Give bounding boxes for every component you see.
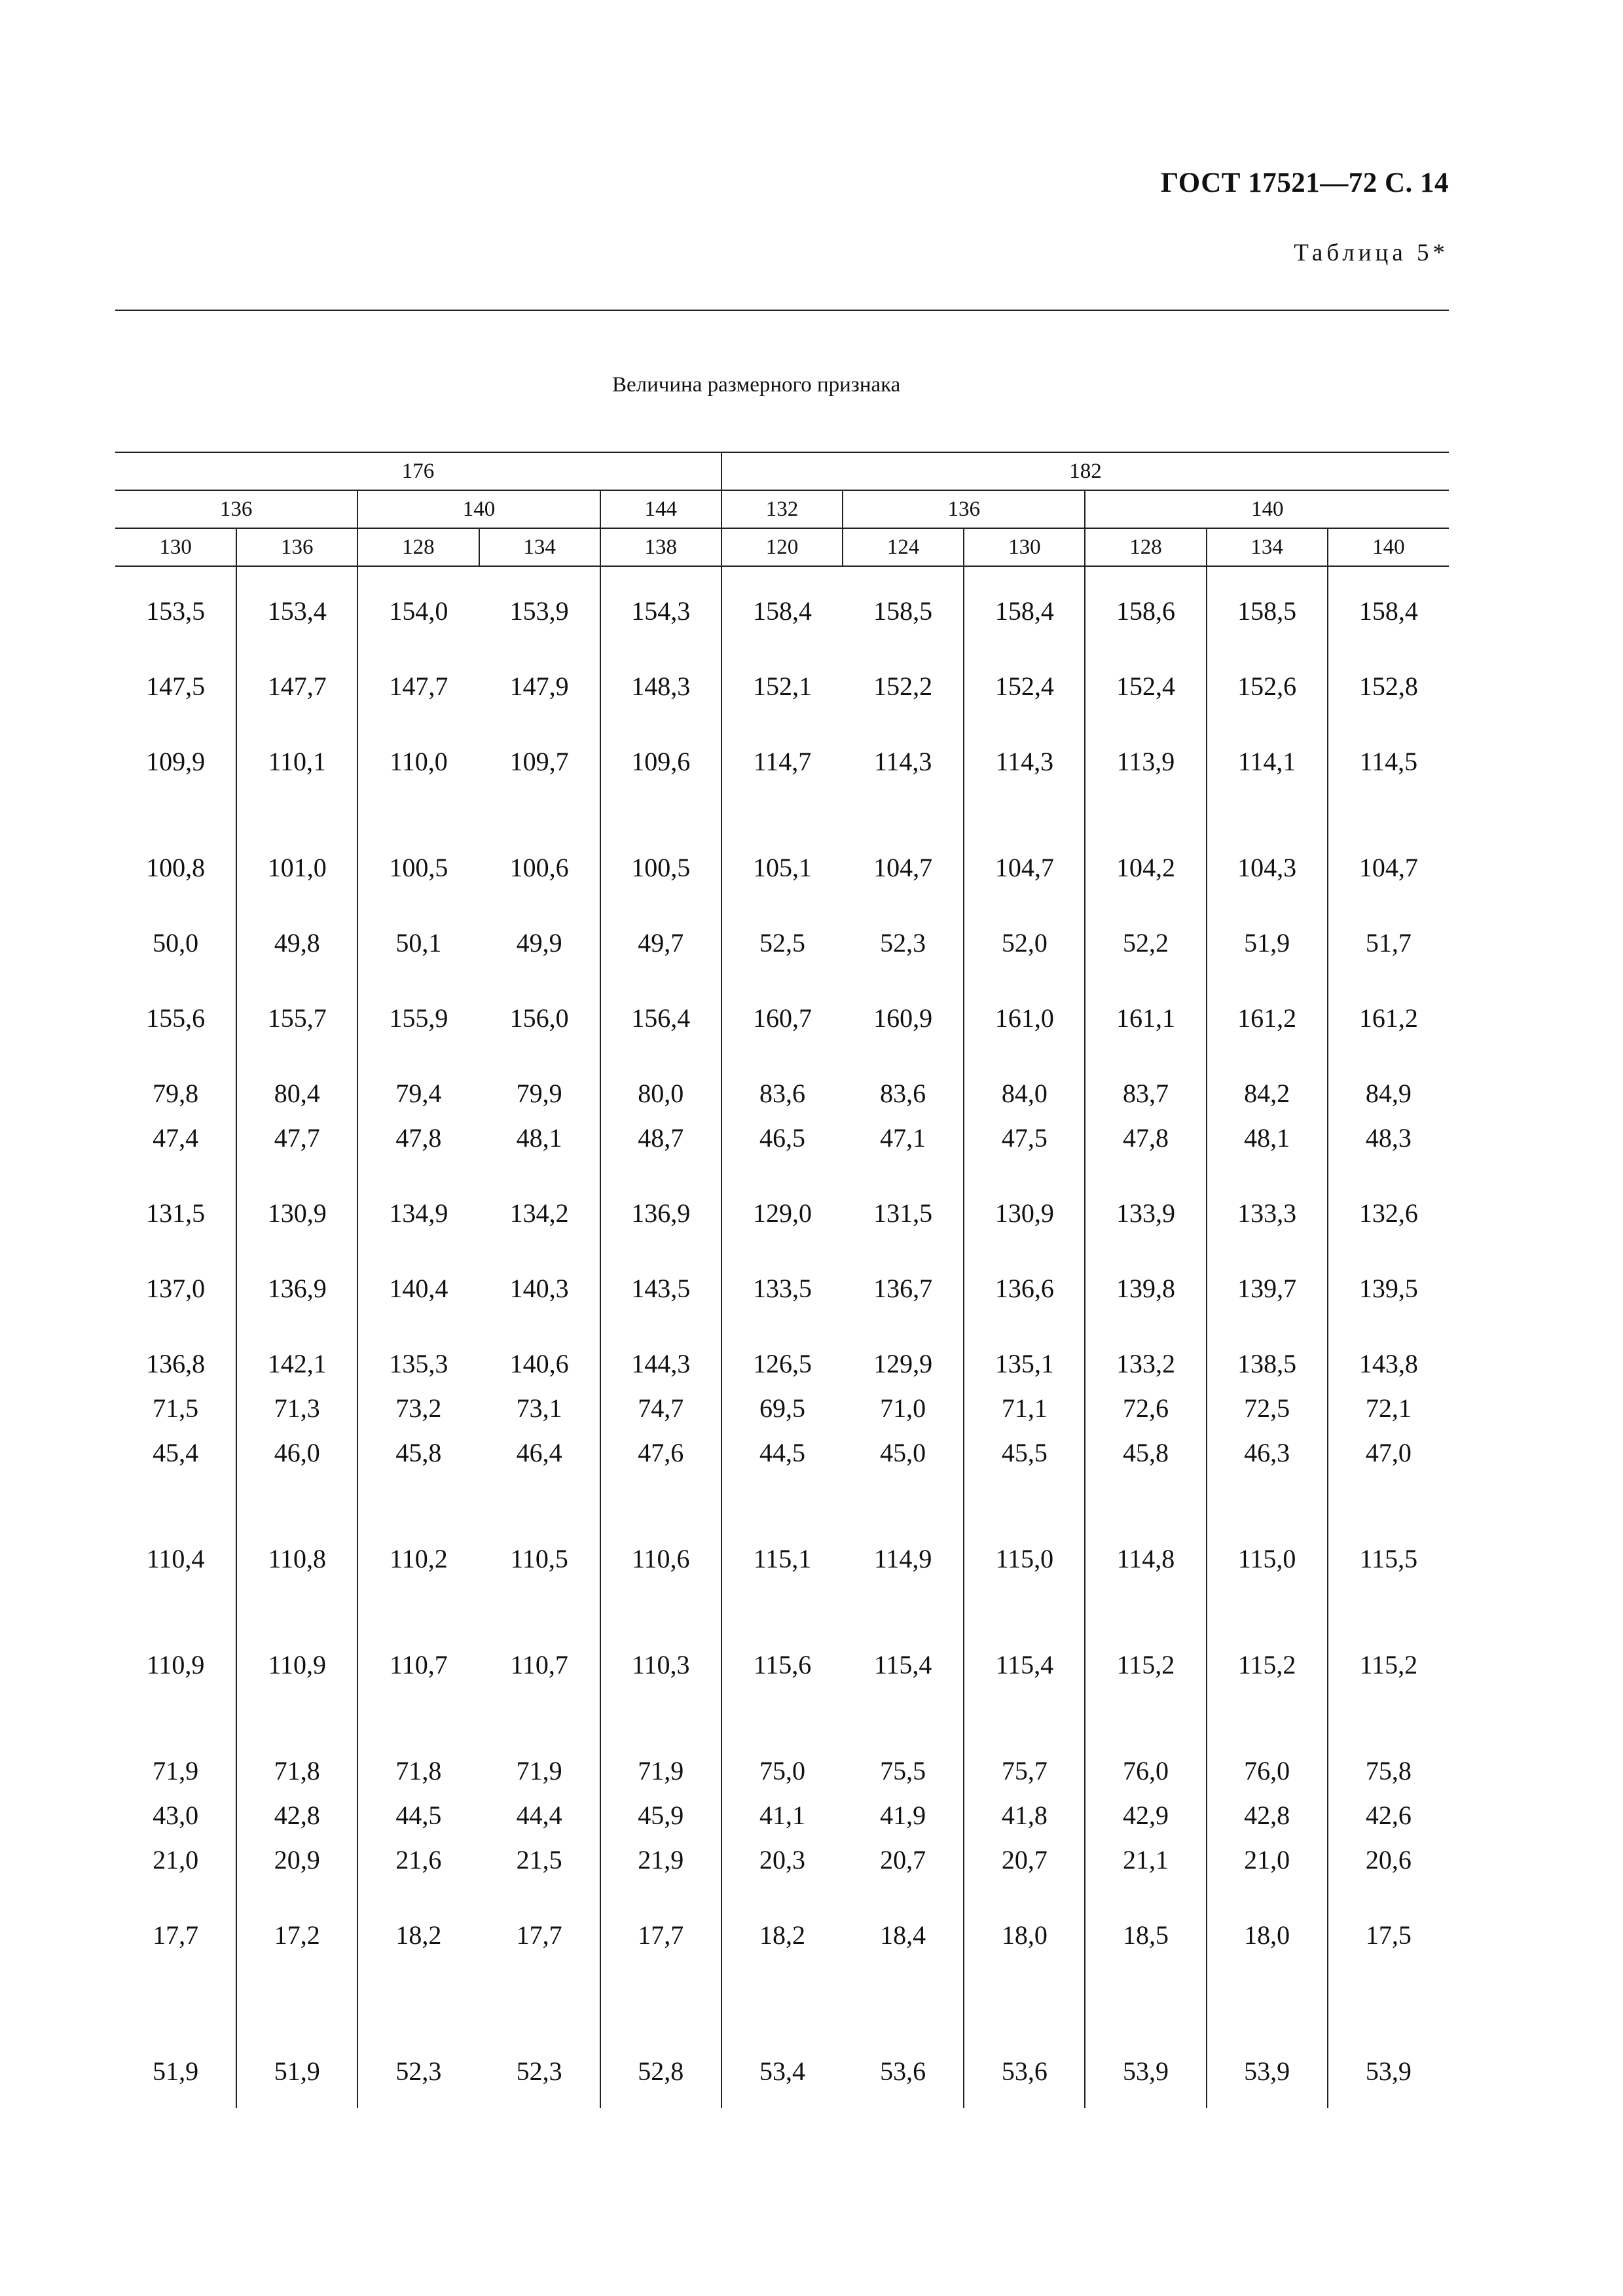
- table-cell: 18,2: [357, 1920, 479, 2056]
- table-cell: 104,3: [1207, 852, 1328, 927]
- table-cell: 21,5: [516, 1845, 562, 1874]
- table-cell: 84,2: [1207, 1078, 1328, 1122]
- table-cell: 48,1: [516, 1123, 562, 1153]
- table-row: [115, 1122, 1449, 1198]
- column-header-3: 130: [964, 528, 1085, 566]
- table-cell: 160,9: [873, 1003, 933, 1033]
- table-cell: 41,9: [880, 1801, 926, 1830]
- table-cell: 115,2: [1207, 1649, 1328, 1755]
- table-row: [115, 927, 1449, 1003]
- table-cell: 154,0: [357, 567, 479, 671]
- table-cell: 46,0: [236, 1437, 357, 1543]
- table-cell: 115,5: [1328, 1543, 1449, 1649]
- table-row: [115, 1755, 1449, 1800]
- table-cell: 115,0: [1207, 1543, 1328, 1649]
- table-cell: 109,9: [146, 747, 206, 776]
- table-cell: 129,0: [721, 1198, 843, 1273]
- table-cell: 136,9: [600, 1198, 721, 1273]
- data-table: [115, 452, 1449, 2108]
- table-cell: 133,9: [1085, 1198, 1206, 1273]
- column-header-2: 140: [357, 490, 600, 528]
- table-cell: 17,2: [236, 1920, 357, 2056]
- table-cell: 114,8: [1085, 1543, 1206, 1649]
- column-header-2: 136: [115, 490, 357, 528]
- table-cell: 153,5: [146, 596, 206, 626]
- table-cell: 18,4: [880, 1920, 926, 1950]
- table-cell: 20,6: [1328, 1844, 1449, 1920]
- table-cell: 135,3: [357, 1348, 479, 1393]
- table-cell: 115,4: [873, 1650, 932, 1679]
- table-cell: 42,8: [1207, 1800, 1328, 1844]
- table-cell: 155,7: [236, 1003, 357, 1078]
- table-cell: 45,8: [1085, 1437, 1206, 1543]
- table-cell: 49,8: [236, 927, 357, 1003]
- table-cell: 45,9: [600, 1800, 721, 1844]
- table-cell: 155,6: [146, 1003, 206, 1033]
- table-cell: 80,4: [236, 1078, 357, 1122]
- table-cell: 52,3: [516, 2056, 562, 2086]
- table-cell: 161,2: [1207, 1003, 1328, 1078]
- table-cell: 47,5: [964, 1122, 1085, 1198]
- table-cell: 47,8: [357, 1122, 479, 1198]
- table-cell: 158,4: [964, 567, 1085, 671]
- table-cell: 153,4: [236, 567, 357, 671]
- table-cell: 126,5: [721, 1348, 843, 1393]
- table-cell: 115,1: [721, 1543, 843, 1649]
- table-cell: 100,5: [600, 852, 721, 927]
- table-cell: 152,8: [1328, 671, 1449, 746]
- table-cell: 17,5: [1328, 1920, 1449, 2056]
- table-cell: 114,5: [1328, 746, 1449, 852]
- table-cell: 44,5: [721, 1437, 843, 1543]
- table-cell: 129,9: [873, 1349, 933, 1378]
- table-cell: 143,8: [1328, 1348, 1449, 1393]
- table-cell: 100,6: [509, 853, 569, 882]
- table-cell: 47,7: [236, 1122, 357, 1198]
- table-cell: 133,2: [1085, 1348, 1206, 1393]
- table-cell: 51,9: [236, 2056, 357, 2108]
- table-cell: 47,8: [1085, 1122, 1206, 1198]
- table-cell: 53,9: [1328, 2056, 1449, 2108]
- table-cell: 115,4: [964, 1649, 1085, 1755]
- table-cell: 137,0: [146, 1274, 206, 1303]
- table-cell: 83,7: [1085, 1078, 1206, 1122]
- table-cell: 158,4: [1328, 567, 1449, 671]
- table-cell: 110,9: [146, 1650, 205, 1679]
- column-header-3: 134: [1207, 528, 1328, 566]
- table-cell: 140,4: [357, 1273, 479, 1348]
- table-row: [115, 1273, 1449, 1348]
- column-header-3: 136: [236, 528, 357, 566]
- table-cell: 110,7: [510, 1650, 568, 1679]
- table-row: [115, 1649, 1449, 1755]
- table-cell: 109,7: [509, 747, 569, 776]
- table-cell: 104,7: [1328, 852, 1449, 927]
- table-cell: 136,7: [873, 1274, 933, 1303]
- table-row: [115, 2056, 1449, 2108]
- table-row: [115, 1198, 1449, 1273]
- table-cell: 79,9: [516, 1079, 562, 1108]
- column-header-2: 144: [600, 490, 721, 528]
- table-cell: 71,9: [600, 1755, 721, 1800]
- table-cell: 18,0: [964, 1920, 1085, 2056]
- table-row: [115, 852, 1449, 927]
- table-cell: 21,0: [153, 1845, 199, 1874]
- table-cell: 79,8: [153, 1079, 199, 1108]
- table-cell: 110,4: [146, 1544, 205, 1573]
- table-cell: 104,2: [1085, 852, 1206, 927]
- table-cell: 134,2: [509, 1198, 569, 1228]
- table-cell: 115,0: [964, 1543, 1085, 1649]
- table-caption: Величина размерного признака: [612, 373, 901, 397]
- table-cell: 152,4: [964, 671, 1085, 746]
- table-cell: 84,0: [964, 1078, 1085, 1122]
- table-cell: 158,5: [873, 596, 933, 626]
- table-cell: 115,6: [721, 1649, 843, 1755]
- table-cell: 53,9: [1085, 2056, 1206, 2108]
- table-row: [115, 1800, 1449, 1844]
- table-cell: 161,1: [1085, 1003, 1206, 1078]
- table-cell: 104,7: [873, 853, 933, 882]
- table-cell: 76,0: [1207, 1755, 1328, 1800]
- column-header-1: 176: [115, 452, 721, 490]
- table-cell: 52,0: [964, 927, 1085, 1003]
- table-cell: 41,8: [964, 1800, 1085, 1844]
- table-cell: 155,9: [357, 1003, 479, 1078]
- table-cell: 48,7: [600, 1122, 721, 1198]
- table-cell: 110,1: [236, 746, 357, 852]
- table-cell: 17,7: [516, 1920, 562, 1950]
- table-cell: 69,5: [721, 1393, 843, 1437]
- table-row: [115, 567, 1449, 671]
- table-cell: 21,0: [1207, 1844, 1328, 1920]
- table-cell: 147,5: [146, 672, 206, 701]
- table-cell: 79,4: [357, 1078, 479, 1122]
- table-cell: 73,1: [516, 1393, 562, 1423]
- table-cell: 52,5: [721, 927, 843, 1003]
- table-cell: 71,8: [357, 1755, 479, 1800]
- table-cell: 20,7: [964, 1844, 1085, 1920]
- table-cell: 139,8: [1085, 1273, 1206, 1348]
- table-cell: 72,6: [1085, 1393, 1206, 1437]
- column-header-3: 128: [357, 528, 479, 566]
- table-cell: 110,0: [357, 746, 479, 852]
- table-cell: 41,1: [721, 1800, 843, 1844]
- table-cell: 152,4: [1085, 671, 1206, 746]
- table-cell: 53,6: [964, 2056, 1085, 2108]
- column-header-3: 120: [721, 528, 843, 566]
- table-cell: 158,4: [721, 567, 843, 671]
- table-cell: 114,1: [1207, 746, 1328, 852]
- table-cell: 110,7: [357, 1649, 479, 1755]
- table-cell: 52,2: [1085, 927, 1206, 1003]
- table-cell: 52,3: [357, 2056, 479, 2108]
- table-cell: 21,1: [1085, 1844, 1206, 1920]
- table-cell: 133,5: [721, 1273, 843, 1348]
- table-cell: 152,6: [1207, 671, 1328, 746]
- table-cell: 158,6: [1085, 567, 1206, 671]
- table-cell: 45,5: [964, 1437, 1085, 1543]
- table-cell: 83,6: [880, 1079, 926, 1108]
- column-header-3: 124: [843, 528, 964, 566]
- table-cell: 130,9: [236, 1198, 357, 1273]
- table-cell: 161,0: [964, 1003, 1085, 1078]
- table-cell: 139,5: [1328, 1273, 1449, 1348]
- table-row: [115, 1348, 1449, 1393]
- table-cell: 114,3: [873, 747, 932, 776]
- table-cell: 53,6: [880, 2056, 926, 2086]
- table-cell: 139,7: [1207, 1273, 1328, 1348]
- table-cell: 110,5: [510, 1544, 568, 1573]
- table-cell: 140,3: [509, 1274, 569, 1303]
- column-header-3: 134: [479, 528, 600, 566]
- table-cell: 110,6: [600, 1543, 721, 1649]
- table-cell: 71,3: [236, 1393, 357, 1437]
- table-row: [115, 1543, 1449, 1649]
- table-cell: 147,7: [236, 671, 357, 746]
- table-cell: 147,7: [357, 671, 479, 746]
- table-cell: 115,2: [1085, 1649, 1206, 1755]
- table-cell: 84,9: [1328, 1078, 1449, 1122]
- table-cell: 142,1: [236, 1348, 357, 1393]
- table-cell: 49,9: [516, 928, 562, 958]
- table-cell: 18,2: [721, 1920, 843, 2056]
- column-header-3: 128: [1085, 528, 1206, 566]
- table-cell: 44,5: [357, 1800, 479, 1844]
- table-cell: 109,6: [600, 746, 721, 852]
- table-row: [115, 1078, 1449, 1122]
- table-cell: 71,9: [516, 1756, 562, 1785]
- table-cell: 50,1: [357, 927, 479, 1003]
- table-cell: 51,9: [153, 2056, 199, 2086]
- column-header-2: 132: [721, 490, 843, 528]
- table-cell: 21,6: [357, 1844, 479, 1920]
- table-cell: 47,4: [153, 1123, 199, 1153]
- table-cell: 42,8: [236, 1800, 357, 1844]
- table-cell: 51,7: [1328, 927, 1449, 1003]
- table-cell: 42,9: [1085, 1800, 1206, 1844]
- table-cell: 138,5: [1207, 1348, 1328, 1393]
- table-cell: 71,5: [153, 1393, 199, 1423]
- table-cell: 161,2: [1328, 1003, 1449, 1078]
- table-cell: 50,0: [153, 928, 199, 958]
- table-cell: 20,3: [721, 1844, 843, 1920]
- table-cell: 158,5: [1207, 567, 1328, 671]
- table-cell: 132,6: [1328, 1198, 1449, 1273]
- table-cell: 49,7: [600, 927, 721, 1003]
- table-cell: 75,0: [721, 1755, 843, 1800]
- table-cell: 131,5: [146, 1198, 206, 1228]
- table-row: [115, 1920, 1449, 2056]
- column-header-1: 182: [721, 452, 1449, 490]
- table-cell: 52,8: [600, 2056, 721, 2108]
- table-cell: 143,5: [600, 1273, 721, 1348]
- table-cell: 53,4: [721, 2056, 843, 2108]
- table-cell: 105,1: [721, 852, 843, 927]
- table-cell: 100,8: [146, 853, 206, 882]
- table-cell: 114,9: [873, 1544, 932, 1573]
- table-cell: 110,3: [600, 1649, 721, 1755]
- table-cell: 136,8: [146, 1349, 206, 1378]
- table-cell: 110,8: [236, 1543, 357, 1649]
- table-cell: 147,9: [509, 672, 569, 701]
- table-cell: 101,0: [236, 852, 357, 927]
- table-cell: 75,8: [1328, 1755, 1449, 1800]
- table-cell: 144,3: [600, 1348, 721, 1393]
- table-cell: 17,7: [600, 1920, 721, 2056]
- table-cell: 80,0: [600, 1078, 721, 1122]
- table-cell: 131,5: [873, 1198, 933, 1228]
- table-cell: 156,0: [509, 1003, 569, 1033]
- table-cell: 113,9: [1085, 746, 1206, 852]
- table-cell: 17,7: [153, 1920, 199, 1950]
- table-cell: 47,0: [1328, 1437, 1449, 1543]
- table-cell: 46,3: [1207, 1437, 1328, 1543]
- table-cell: 51,9: [1207, 927, 1328, 1003]
- table-row: [115, 1437, 1449, 1543]
- table-cell: 156,4: [600, 1003, 721, 1078]
- table-cell: 52,3: [880, 928, 926, 958]
- table-row: [115, 1844, 1449, 1920]
- table-cell: 72,5: [1207, 1393, 1328, 1437]
- table-cell: 110,9: [236, 1649, 357, 1755]
- table-cell: 74,7: [600, 1393, 721, 1437]
- table-cell: 71,0: [880, 1393, 926, 1423]
- table-cell: 160,7: [721, 1003, 843, 1078]
- table-cell: 21,9: [600, 1844, 721, 1920]
- table-cell: 136,6: [964, 1273, 1085, 1348]
- table-cell: 45,4: [153, 1438, 199, 1467]
- table-cell: 114,3: [964, 746, 1085, 852]
- table-cell: 43,0: [153, 1801, 199, 1830]
- table-cell: 152,1: [721, 671, 843, 746]
- column-header-2: 136: [843, 490, 1085, 528]
- table-cell: 154,3: [600, 567, 721, 671]
- table-row: [115, 746, 1449, 852]
- table-cell: 20,9: [236, 1844, 357, 1920]
- table-cell: 115,2: [1328, 1649, 1449, 1755]
- table-cell: 53,9: [1207, 2056, 1328, 2108]
- column-header-3: 138: [600, 528, 721, 566]
- table-cell: 46,5: [721, 1122, 843, 1198]
- table-cell: 110,2: [357, 1543, 479, 1649]
- table-row: [115, 1003, 1449, 1078]
- table-cell: 75,7: [964, 1755, 1085, 1800]
- table-cell: 73,2: [357, 1393, 479, 1437]
- table-label: Таблица 5*: [1294, 240, 1449, 266]
- table-cell: 114,7: [721, 746, 843, 852]
- table-cell: 47,1: [880, 1123, 926, 1153]
- table-cell: 46,4: [516, 1438, 562, 1467]
- table-cell: 130,9: [964, 1198, 1085, 1273]
- table-cell: 76,0: [1085, 1755, 1206, 1800]
- table-row: [115, 671, 1449, 746]
- table-cell: 136,9: [236, 1273, 357, 1348]
- column-header-3: 130: [115, 528, 236, 566]
- table-cell: 134,9: [357, 1198, 479, 1273]
- table-cell: 83,6: [721, 1078, 843, 1122]
- table-cell: 133,3: [1207, 1198, 1328, 1273]
- table-cell: 45,8: [357, 1437, 479, 1543]
- table-cell: 71,9: [153, 1756, 199, 1785]
- column-header-3: 140: [1328, 528, 1449, 566]
- table-cell: 48,1: [1207, 1122, 1328, 1198]
- table-cell: 48,3: [1328, 1122, 1449, 1198]
- table-cell: 100,5: [357, 852, 479, 927]
- column-header-2: 140: [1085, 490, 1449, 528]
- table-cell: 152,2: [873, 672, 933, 701]
- table-row: [115, 1393, 1449, 1437]
- table-cell: 71,8: [236, 1755, 357, 1800]
- table-cell: 47,6: [600, 1437, 721, 1543]
- table-cell: 153,9: [509, 596, 569, 626]
- table-cell: 72,1: [1328, 1393, 1449, 1437]
- table-cell: 18,5: [1085, 1920, 1206, 2056]
- table-cell: 135,1: [964, 1348, 1085, 1393]
- table-cell: 104,7: [964, 852, 1085, 927]
- table-cell: 45,0: [880, 1438, 926, 1467]
- table-cell: 20,7: [880, 1845, 926, 1874]
- table-cell: 75,5: [880, 1756, 926, 1785]
- top-rule: [115, 310, 1449, 311]
- table-cell: 148,3: [600, 671, 721, 746]
- table-cell: 44,4: [516, 1801, 562, 1830]
- page-header: ГОСТ 17521—72 С. 14: [1160, 168, 1449, 198]
- table-cell: 42,6: [1328, 1800, 1449, 1844]
- table-cell: 71,1: [964, 1393, 1085, 1437]
- table-cell: 18,0: [1207, 1920, 1328, 2056]
- table-cell: 140,6: [509, 1349, 569, 1378]
